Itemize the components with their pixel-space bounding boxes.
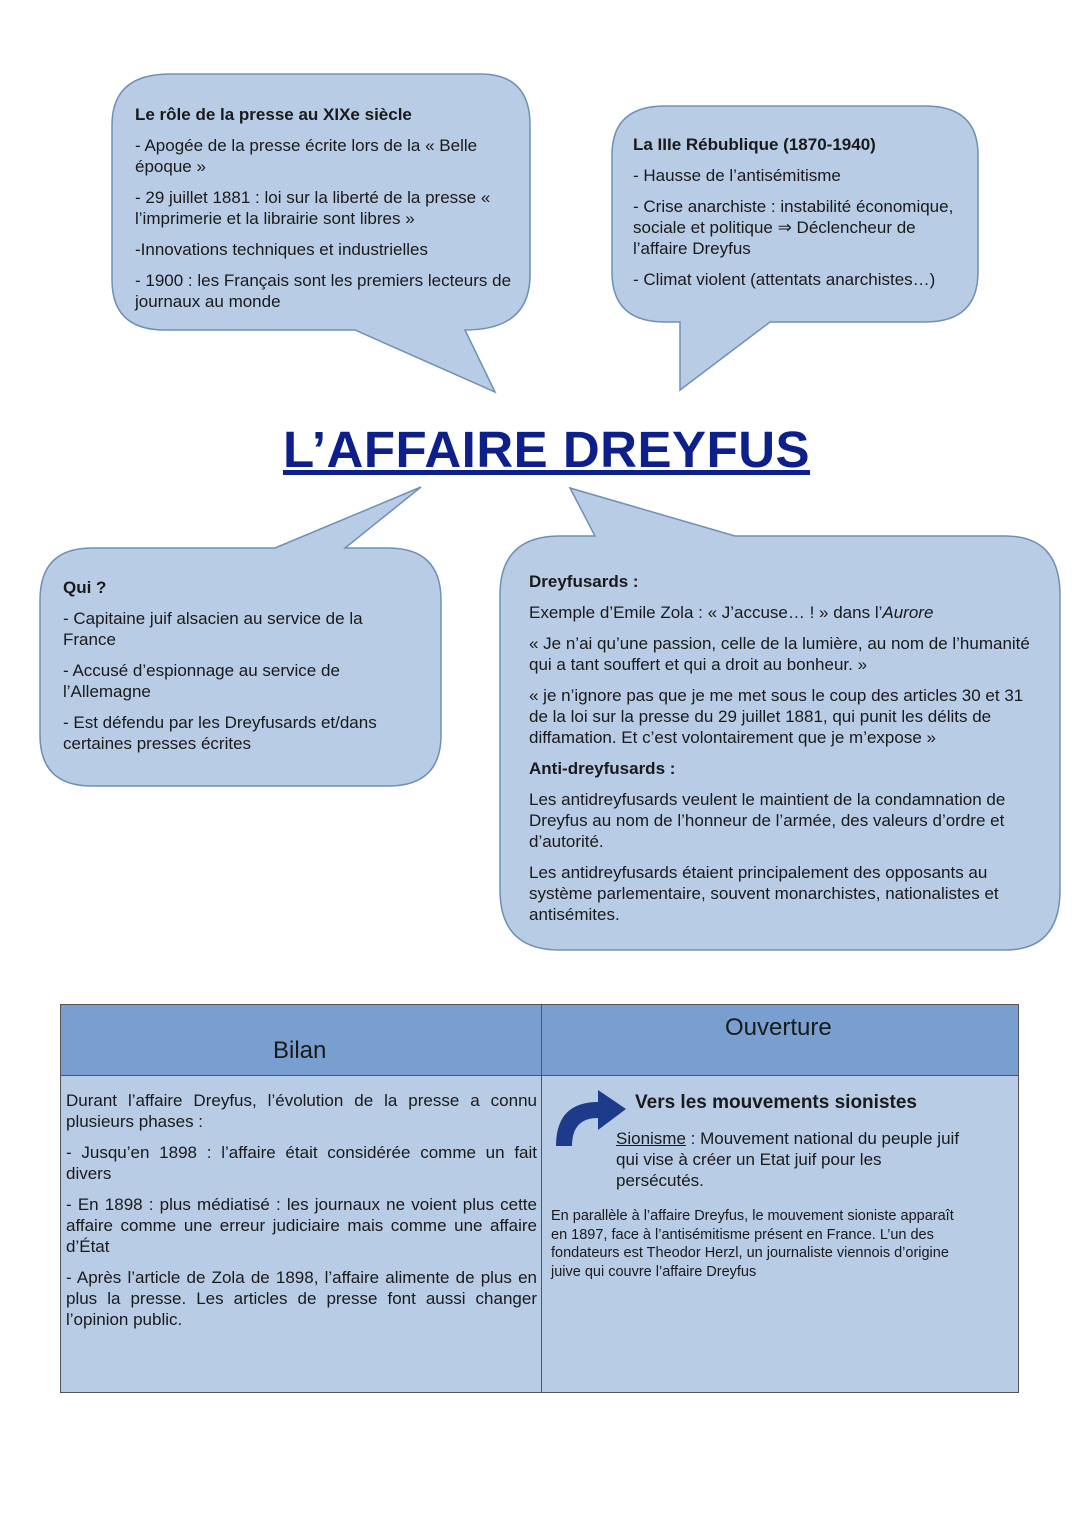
bubble-republique-item: - Hausse de l’antisémitisme bbox=[633, 166, 841, 185]
dreyfusards-title: Dreyfusards : bbox=[529, 572, 639, 591]
bilan-paragraph: Durant l’affaire Dreyfus, l’évolution de la presse a connu plusieurs phases : bbox=[66, 1091, 537, 1131]
bubble-qui-title: Qui ? bbox=[63, 578, 107, 597]
aurore-journal: Aurore bbox=[882, 603, 934, 622]
zola-example bbox=[529, 602, 1039, 623]
bubble-presse-title: Le rôle de la presse au XIXe siècle bbox=[135, 105, 412, 124]
ouverture-paragraph: En parallèle à l’affaire Dreyfus, le mouvement sioniste apparaît en 1897, face à l’antisémitisme présent en France. L’un des fondateurs est Theodor Herzl, un journaliste viennois d’origine juive qui couvre l’affaire Dreyfus bbox=[551, 1208, 954, 1280]
anti-dreyfusards-title: Anti-dreyfusards : bbox=[529, 759, 676, 778]
zola-quote: « je n’ignore pas que je me met sous le coup des articles 30 et 31 de la loi sur la presse du 29 juillet 1881, qui punit les délits de diffamation. Et c’est volontairement que je m’expose » bbox=[529, 686, 1024, 747]
bubble-republique-item: - Crise anarchiste : instabilité économique, sociale et politique ⇒ Déclencheur de l’affaire Dreyfus bbox=[633, 197, 954, 258]
zola-quote: « Je n’ai qu’une passion, celle de la lumière, au nom de l’humanité qui a tant souffert et qui a droit au bonheur. » bbox=[529, 634, 1030, 674]
bilan-paragraph: - En 1898 : plus médiatisé : les journaux ne voient plus cette affaire comme une erreur judiciaire mais comme une affaire d’État bbox=[66, 1195, 537, 1256]
summary-table bbox=[60, 1004, 1019, 1393]
bubble-presse-item: -Innovations techniques et industrielles bbox=[135, 240, 428, 259]
sionisme-term: Sionisme bbox=[616, 1129, 686, 1148]
ouverture-header-label: Ouverture bbox=[725, 1014, 832, 1041]
ouverture-header bbox=[542, 1005, 1019, 1076]
bubble-presse bbox=[135, 104, 515, 322]
bubble-presse-item: - 1900 : les Français sont les premiers lecteurs de journaux au monde bbox=[135, 271, 512, 311]
sionisme-definition bbox=[616, 1128, 971, 1191]
bubble-qui-item: - Capitaine juif alsacien au service de la France bbox=[63, 609, 363, 649]
bubble-qui-item: - Est défendu par les Dreyfusards et/dans certaines presses écrites bbox=[63, 713, 377, 753]
bubble-camps bbox=[529, 571, 1039, 935]
ouverture-heading: Vers les mouvements sionistes bbox=[635, 1092, 917, 1113]
bubble-qui bbox=[63, 577, 418, 764]
bubble-republique-item: - Climat violent (attentats anarchistes…) bbox=[633, 270, 936, 289]
anti-dreyfusards-text: Les antidreyfusards veulent le maintient de la condamnation de Dreyfus au nom de l’honneur de l’armée, des valeurs d’ordre et d’autorité. bbox=[529, 790, 1006, 851]
zola-example-text: Exemple d’Emile Zola : « J’accuse… ! » dans l’ bbox=[529, 603, 883, 622]
bilan-paragraph: - Jusqu’en 1898 : l’affaire était considérée comme un fait divers bbox=[66, 1143, 537, 1183]
bubble-republique bbox=[633, 134, 968, 300]
bilan-paragraph: - Après l’article de Zola de 1898, l’affaire alimente de plus en plus la presse. Les articles de presse font aussi changer l’opinion public. bbox=[66, 1268, 537, 1329]
bubble-qui-item: - Accusé d’espionnage au service de l’Allemagne bbox=[63, 661, 340, 701]
bubble-republique-title: La IIIe Rébublique (1870-1940) bbox=[633, 135, 876, 154]
bilan-header bbox=[61, 1005, 542, 1076]
sionisme-definition-text: : Mouvement national du peuple juif qui vise à créer un Etat juif pour les persécutés. bbox=[616, 1129, 960, 1190]
bilan-header-label: Bilan bbox=[273, 1037, 327, 1064]
page-title: L’AFFAIRE DREYFUS bbox=[283, 421, 811, 478]
bubble-presse-item: - 29 juillet 1881 : loi sur la liberté de la presse « l’imprimerie et la librairie sont libres » bbox=[135, 188, 491, 228]
ouverture-cell bbox=[542, 1076, 1019, 1393]
bilan-cell bbox=[61, 1076, 542, 1393]
bubble-presse-item: - Apogée de la presse écrite lors de la « Belle époque » bbox=[135, 136, 478, 176]
anti-dreyfusards-text: Les antidreyfusards étaient principalement des opposants au système parlementaire, souvent monarchistes, nationalistes et antisémites. bbox=[529, 863, 999, 924]
